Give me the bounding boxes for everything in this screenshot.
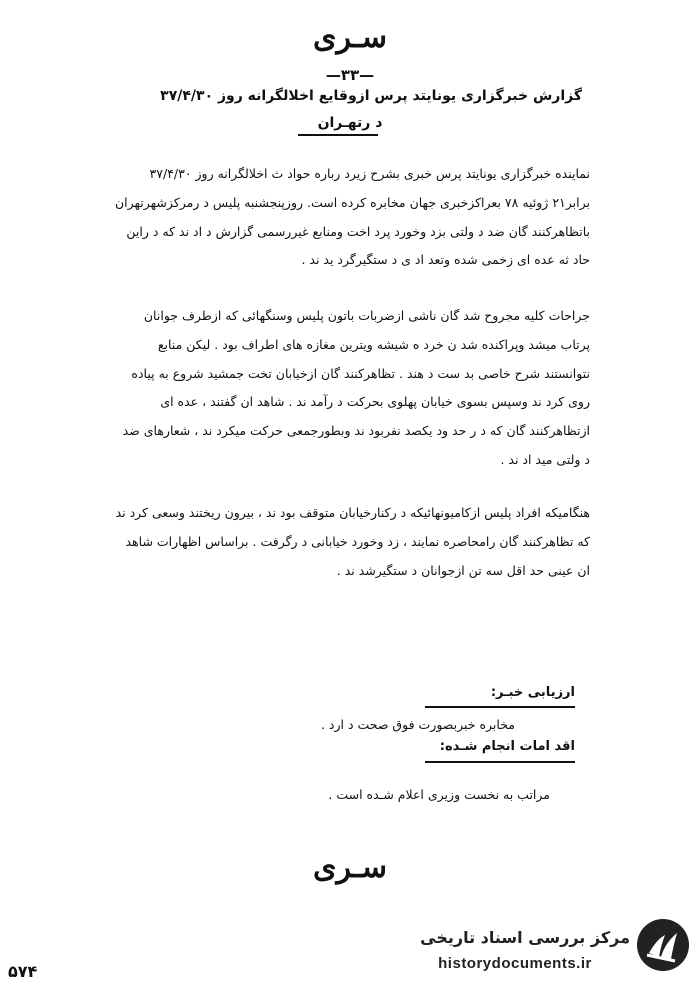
location-underline [298, 134, 378, 136]
actions-text: مراتب به نخست وزیری اعلام شـده است . [328, 787, 550, 802]
body-paragraph-3 [115, 499, 590, 585]
archive-name: مرکز بررسی اسناد تاریخی [420, 928, 630, 947]
classification-bottom: سـری [313, 850, 387, 885]
evaluation-heading: ارزیابی خبـر: [490, 685, 575, 700]
paragraph-text: نماینده خبرگزاری یونایتد پرس خبری بشرح زیرد رباره حواد ث اخلالگرانه روز ۳۷/۴/۳۰ برابر۲۱ ژوئیه ۷۸ بعراکزخبری جهان مخابره کرده است. روزپنجشنبه پلیس د رمرکزشهرتهران باتظاهرکنند گان ضد د ولتی بزد وخورد پرد اخت ومنابع غیررسمی گزارش د اد ند که د راین حاد ثه عده ای زخمی شده وتعد اد ی د ستگیرگرد ید ند . [114, 166, 590, 268]
evaluation-underline [425, 706, 575, 708]
actions-underline [425, 761, 575, 763]
report-location: د رتهـران [317, 115, 383, 131]
evaluation-text: مخابره خبربصورت فوق صحت د ارد . [320, 717, 515, 732]
sheet-number: ۵۷۴ [8, 962, 38, 981]
paragraph-text: جراحات کلیه مجروح شد گان ناشی ازضربات باتون پلیس وسنگهائی که ازطرف جوانان پرتاب میشد وپراکنده شد ن خرد ه شیشه ویترین مغازه های اطراف بود . لیکن منابع نتوانستند شرح خاصی بد ست د هند . تظاهرکنند گان ازخیابان تخت جمشید شروع به پیاده روی کرد ند وسپس بسوی خیابان پهلوی بحرکت د رآمد ند . شاهد ان گفتند ، عده ای ازتظاهرکنند گان که د ر حد ود یکصد نفربود ند وبطورجمعی حرکت میکرد ند ، شعارهای ضد د ولتی مید اد ند . [122, 308, 590, 467]
archive-book-icon [635, 917, 691, 973]
archive-url: historydocuments.ir [438, 955, 592, 972]
actions-heading: اقد امات انجام شـده: [439, 739, 575, 754]
paragraph-text: هنگامیکه افراد پلیس ازکامیونهائیکه د رکنارخیابان متوقف بود ند ، بیرون ریختند وسعی کرد ند که تظاهرکنند گان رامحاصره نمایند ، زد وخورد خیابانی د رگرفت . براساس اظهارات شاهد ان عینی حد اقل سه تن ازجوانان د ستگیرشد ند . [115, 505, 590, 578]
body-paragraph-2 [115, 302, 590, 475]
body-paragraph-1 [115, 160, 590, 275]
report-title: گزارش خبرگزاری یونایتد پرس ازوقایع اخلالگرانه روز ۳۷/۴/۳۰ [160, 88, 582, 104]
page-marker: —۳۳— [325, 66, 375, 84]
classification-top: سـری [313, 20, 387, 55]
